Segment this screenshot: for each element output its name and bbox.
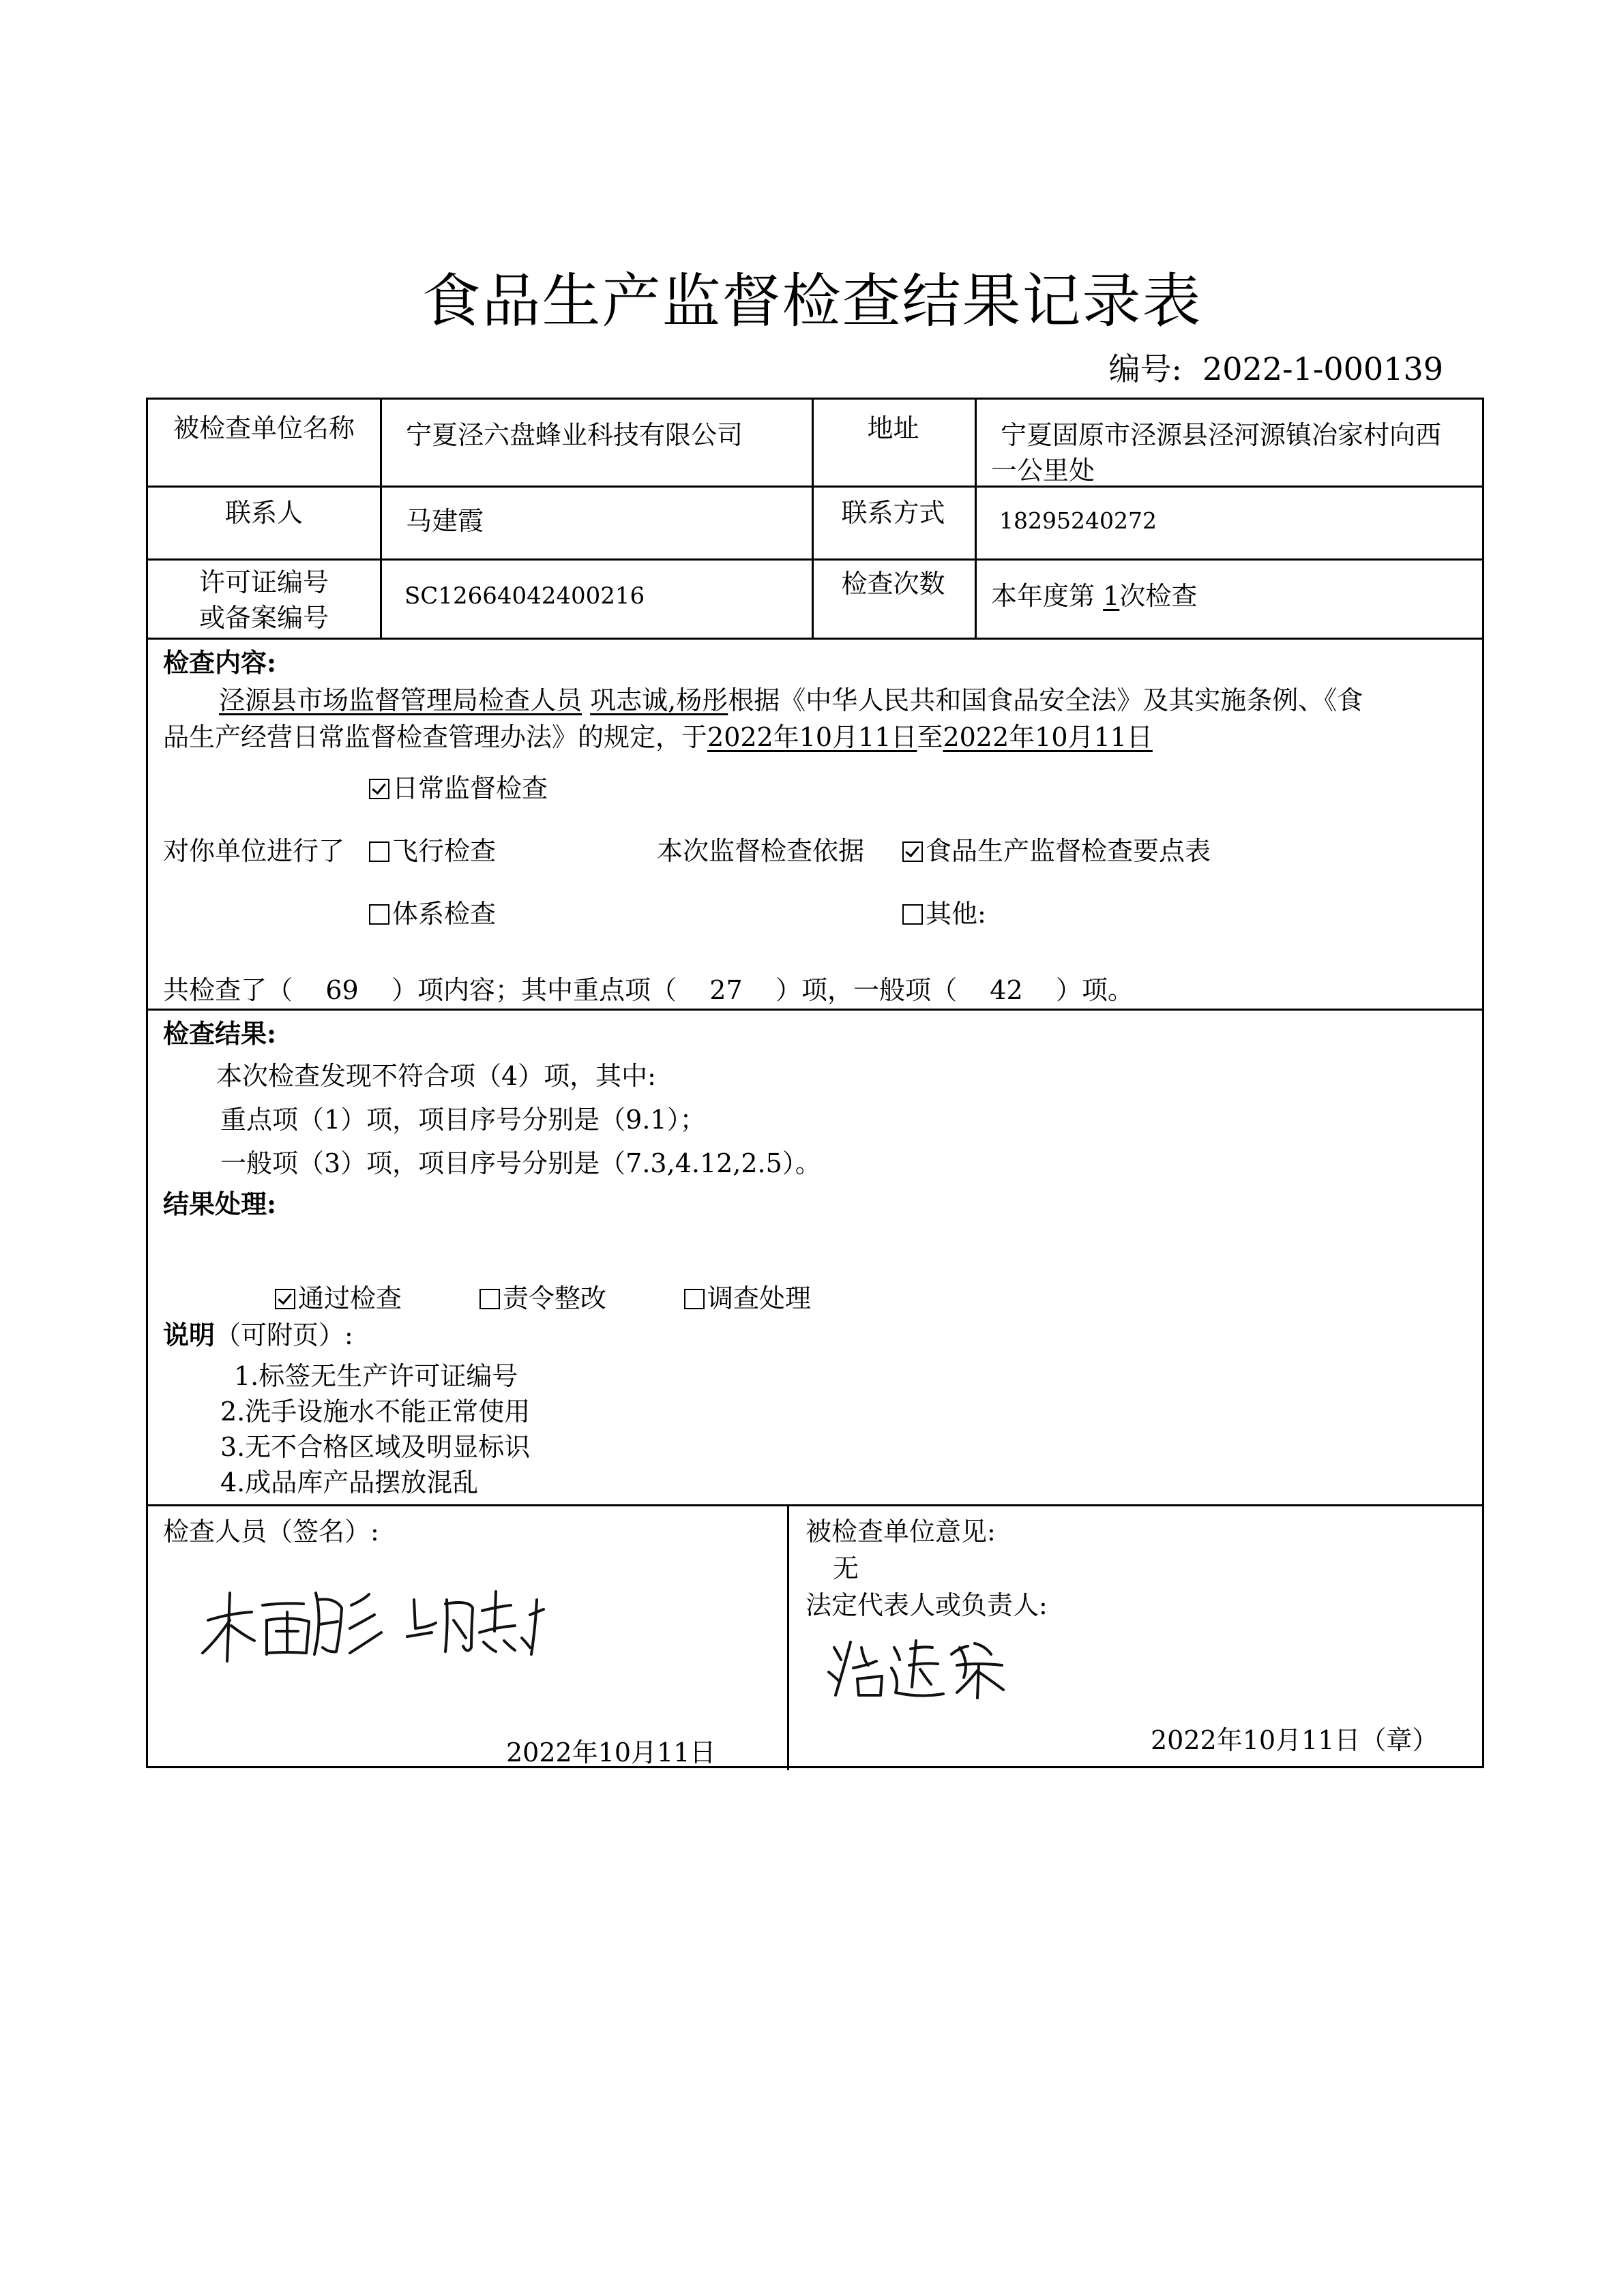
inspectors-label: 检查人员 [478,685,582,715]
count-suffix: 次检查 [1119,581,1198,611]
col-divider [380,400,382,638]
date-from: 2022年10月11日 [707,722,917,752]
notes-title: 说明 [163,1320,216,1350]
row-divider [148,1504,1482,1506]
address-value-line1: 宁夏固原市泾源县泾河源镇冶家村向西 [1001,420,1442,450]
option-rectify [479,1281,606,1316]
license-value: SC12664042400216 [404,582,645,610]
note-item: 3.无不合格区域及明显标识 [220,1432,531,1462]
phone-label: 联系方式 [841,498,945,528]
row-divider [148,558,1482,561]
result-line3: 一般项（3）项，项目序号分别是（7.3,4.12,2.5）。 [220,1148,821,1178]
license-label-line2: 或备案编号 [198,603,329,633]
result-line1: 本次检查发现不符合项（4）项，其中: [216,1061,656,1091]
inspector-sign-label: 检查人员（签名）: [163,1517,379,1547]
content-paragraph [163,682,1473,719]
notes-heading [163,1317,353,1353]
checkbox-other-unchecked [902,904,923,925]
type-daily-label: 日常监督检查 [392,773,548,803]
inspection-count-label: 检查次数 [841,569,945,599]
document-number-label: 编号: [1108,351,1182,387]
checkbox-daily-checked [369,779,389,799]
representative-label: 法定代表人或负责人: [806,1590,1048,1620]
content-paragraph-line2 [163,719,1153,756]
date-to-sep: 至 [917,722,943,752]
note-item: 4.成品库产品摆放混乱 [220,1467,479,1497]
opinion-value: 无 [833,1553,859,1583]
note-item: 2.洗手设施水不能正常使用 [220,1397,531,1427]
inspectors-names: 巩志诚,杨彤 [590,685,728,715]
basis-other-label: 其他: [926,899,986,929]
contact-value: 马建霞 [406,506,484,536]
license-label-line1: 许可证编号 [198,567,329,597]
result-line2: 重点项（1）项，项目序号分别是（9.1）； [220,1105,706,1135]
row-divider [148,638,1482,640]
basis-other [902,896,986,931]
content-text-b: 品生产经营日常监督检查管理办法》的规定，于 [163,722,708,752]
option-investigate [684,1281,811,1316]
opinion-label: 被检查单位意见: [806,1517,996,1547]
contact-label: 联系人 [224,498,303,528]
col-divider [787,1504,789,1770]
checkbox-investigate-unchecked [684,1289,705,1309]
count-number: 1 [1103,581,1120,611]
notes-subtitle: （可附页）: [215,1320,353,1350]
option-rectify-label: 责令整改 [503,1283,607,1313]
representative-sign-date: 2022年10月11日（章） [1151,1725,1438,1755]
result-heading: 检查结果: [163,1018,277,1049]
document-number-value: 2022-1-000139 [1202,351,1443,387]
col-divider [975,400,977,638]
lead-text: 对你单位进行了 [163,836,345,866]
agency-name: 泾源县市场监督管理局 [219,685,479,715]
type-daily [369,771,548,806]
inspector-signature-image [196,1572,550,1675]
phone-value: 18295240272 [999,507,1157,534]
row-divider [148,1009,1482,1011]
unit-name-label: 被检查单位名称 [173,413,355,443]
type-system-label: 体系检查 [392,899,497,929]
date-to: 2022年10月11日 [943,722,1153,752]
basis-label: 本次监督检查依据 [657,836,865,866]
type-flight [369,833,496,869]
option-pass-label: 通过检查 [298,1283,402,1313]
inspector-sign-date: 2022年10月11日 [506,1738,716,1768]
note-item: 1.标签无生产许可证编号 [234,1361,518,1391]
checkbox-pass-checked [275,1289,295,1309]
handling-heading: 结果处理: [163,1189,277,1219]
page-title: 食品生产监督检查结果记录表 [422,267,1202,336]
inspection-count-value [991,578,1197,614]
items-summary: 共检查了（ 69 ）项内容；其中重点项（ 27 ）项，一般项（ 42 ）项。 [163,975,1134,1005]
representative-signature-image [823,1627,1014,1702]
count-prefix: 本年度第 [991,581,1095,611]
address-label: 地址 [867,413,919,443]
basis-checklist-label: 食品生产监督检查要点表 [926,836,1211,866]
row-divider [148,486,1482,488]
content-text-a: 根据《中华人民共和国食品安全法》及其实施条例、《食 [728,685,1363,715]
type-flight-label: 飞行检查 [392,836,497,866]
checkbox-flight-unchecked [369,841,389,862]
address-value-line2: 一公里处 [991,456,1095,486]
type-system [369,896,496,931]
unit-name-value: 宁夏泾六盘蜂业科技有限公司 [406,420,743,450]
checkbox-basis-checked [902,841,923,862]
option-pass [275,1281,402,1316]
checkbox-system-unchecked [369,904,389,925]
record-table [146,398,1484,1768]
basis-checklist [902,833,1211,869]
option-investigate-label: 调查处理 [707,1283,812,1313]
content-heading: 检查内容: [163,647,277,678]
document-number [1108,344,1443,389]
checkbox-rectify-unchecked [479,1289,500,1309]
